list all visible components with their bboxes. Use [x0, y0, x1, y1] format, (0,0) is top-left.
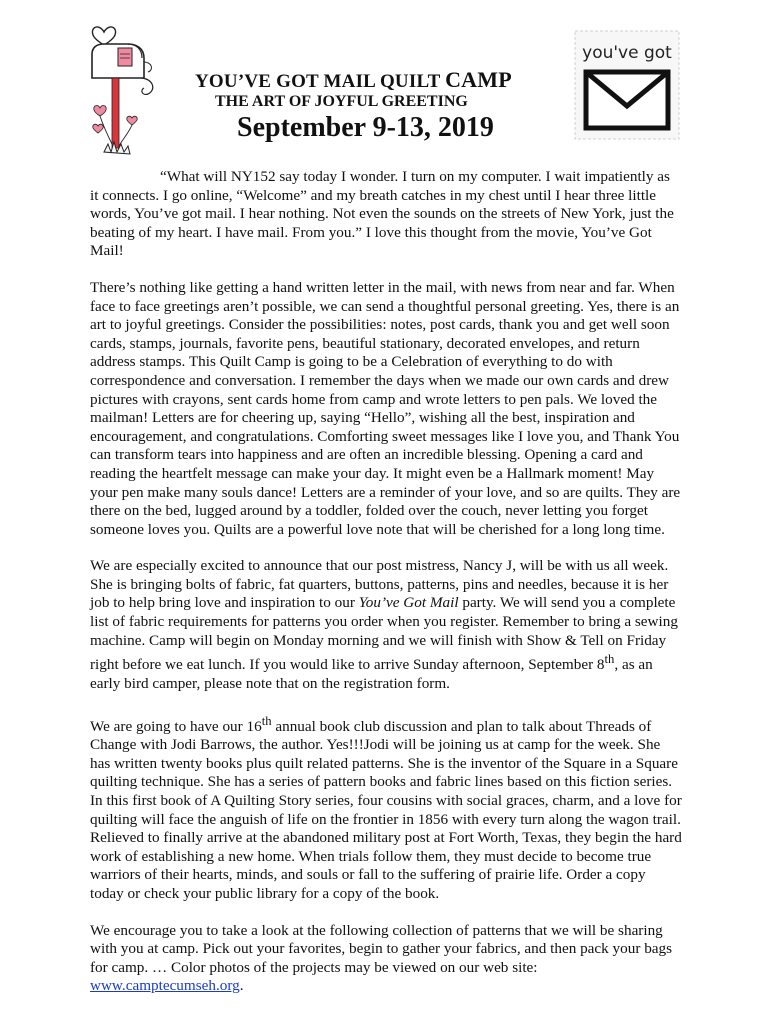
youve-got-mail-stamp — [574, 30, 680, 140]
paragraph-patterns: We encourage you to take a look at the following collection of patterns that we will be sharing with you at camp. Pick out your favorites, begin to gather your fabrics, and then pack your bags for camp. … Color photos of the projects may be viewed on our web site: www.camptecumseh.org. — [90, 921, 673, 995]
website-link[interactable]: www.camptecumseh.org — [90, 977, 240, 995]
paragraph-joyful-greetings: There’s nothing like getting a hand written letter in the mail, with news from near and far. When face to face greetings aren’t possible, we can send a thoughtful personal greeting. Yes, there is an art to joyful greetings. Consider the possibilities: notes, post cards, thank you and get well soon cards, stamps, journals, favorite pens, beautiful stationary, decorated envelopes, and return address stamps. This Quilt Camp is going to be a Celebration of everything to do with correspondence and conversation. I remember the days when we made our own cards and drew pictures with crayons, sent cards home from camp and wrote letters to pen pals. We loved the mailman! Letters are for cheering up, saying “Hello”, wishing all the best, inspiration and encouragement, and congratulations. Comforting sweet messages like I love you, and Thank You can transform tears into happiness and are often an incredible blessing. Opening a card and reading the heartfelt message can make your day. It might even be a Hallmark moment! May your pen make many souls dance! Letters are a reminder of your love, and so are quilts. They are there on the bed, lugged around by a toddler, folded over the couch, never letting you forget someone loves you. Quilts are a powerful love note that will be cherished for a long long time. — [90, 278, 681, 538]
event-dates: September 9-13, 2019 — [237, 112, 494, 143]
heart-icon — [92, 27, 115, 45]
stamp-text: you've got — [582, 43, 672, 63]
page-subtitle: THE ART OF JOYFUL GREETING — [215, 93, 468, 110]
paragraph-book-club: We are going to have our 16th annual book club discussion and plan to talk about Threads of Change with Jodi Barrows, the author. Yes!!!Jodi will be joining us at camp for the week. She has written twenty books plus quilt related patterns. She is the inventor of the Square in a Square quilting technique. She has a series of pattern books and fabric lines based on this fiction series. In this first book of A Quilting Story series, four cousins with social graces, charm, and a love for quilting will face the anguish of life on the frontier in 1856 with every turn along the wagon trail. Relieved to finally arrive at the abandoned military post at Fort Worth, Texas, they begin the hard work of establishing a new home. When trials follow them, they must decide to become true warriors of their hearts, minds, and souls or fall to the suffering of prairie life. Order a copy today or check your public library for a copy of the book. — [90, 713, 682, 902]
paragraph-post-mistress: We are especially excited to announce that our post mistress, Nancy J, will be with us all week. She is bringing bolts of fabric, fat quarters, buttons, patterns, pins and needles, because it is her job to help bring love and inspiration to our You’ve Got Mail party. We will send you a complete list of fabric requirements for patterns you order when you register. Remember to bring a sewing machine. Camp will begin on Monday morning and we will finish with Show & Tell on Friday right before we eat lunch. If you would like to arrive Sunday afternoon, September 8th, as an early bird camper, please note that on the registration form. — [90, 557, 678, 692]
mailbox-illustration — [84, 18, 166, 160]
paragraph-movie-quote: “What will NY152 say today I wonder. I turn on my computer. I wait impatiently as it connects. I go online, “Welcome” and my breath catches in my chest until I hear three little words, You’ve got mail. I hear nothing. Not even the sounds on the streets of New York, just the beating of my heart. I have mail. From you.” I love this thought from the movie, You’ve Got Mail! — [90, 168, 674, 260]
envelope-icon — [586, 72, 668, 128]
page-title: YOU’VE GOT MAIL QUILT CAMP — [195, 67, 512, 92]
letter-body — [90, 168, 682, 1014]
